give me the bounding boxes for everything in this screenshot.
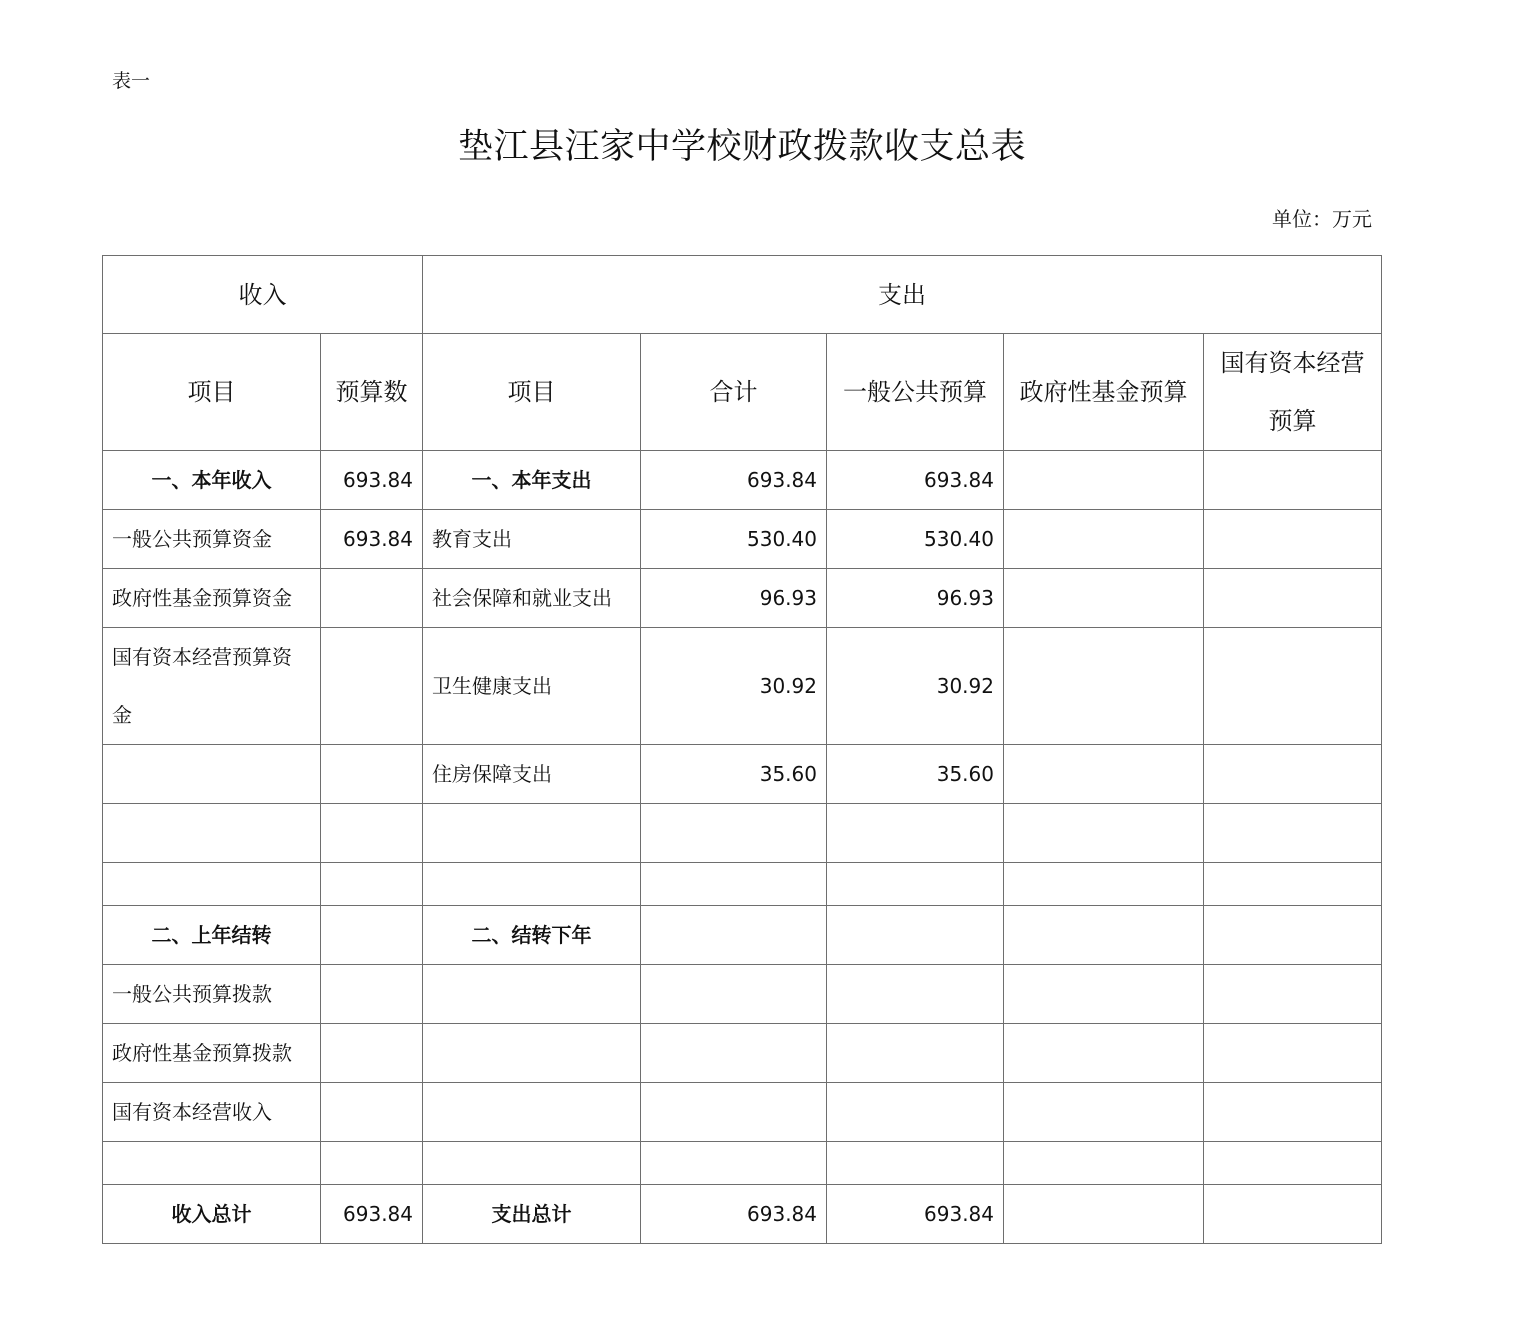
gov-fund-cell bbox=[1004, 804, 1204, 863]
income-item-cell: 国有资本经营收入 bbox=[103, 1083, 321, 1142]
total-cell bbox=[641, 1083, 827, 1142]
income-item-cell: 二、上年结转 bbox=[103, 906, 321, 965]
income-amount-cell bbox=[321, 1083, 423, 1142]
income-amount-cell bbox=[321, 745, 423, 804]
total-cell bbox=[641, 906, 827, 965]
state-capital-cell bbox=[1204, 569, 1382, 628]
state-capital-cell bbox=[1204, 906, 1382, 965]
general-cell: 96.93 bbox=[827, 569, 1004, 628]
income-item-cell bbox=[103, 745, 321, 804]
expense-item-cell bbox=[423, 965, 641, 1024]
table-row bbox=[103, 906, 1382, 965]
income-item-cell bbox=[103, 804, 321, 863]
general-cell bbox=[827, 804, 1004, 863]
table-row bbox=[103, 451, 1382, 510]
budget-table bbox=[102, 255, 1382, 1244]
gov-fund-header: 政府性基金预算 bbox=[1004, 334, 1204, 451]
total-cell bbox=[641, 1142, 827, 1185]
expense-item-cell: 一、本年支出 bbox=[423, 451, 641, 510]
table-row bbox=[103, 863, 1382, 906]
income-budget-header: 预算数 bbox=[321, 334, 423, 451]
income-item-cell: 国有资本经营预算资金 bbox=[103, 628, 321, 745]
general-cell bbox=[827, 965, 1004, 1024]
gov-fund-cell bbox=[1004, 569, 1204, 628]
income-amount-cell bbox=[321, 863, 423, 906]
expense-item-cell: 教育支出 bbox=[423, 510, 641, 569]
income-item-cell bbox=[103, 1142, 321, 1185]
gov-fund-cell bbox=[1004, 1142, 1204, 1185]
income-item-cell bbox=[103, 863, 321, 906]
income-amount-cell bbox=[321, 1142, 423, 1185]
general-cell: 30.92 bbox=[827, 628, 1004, 745]
general-cell: 530.40 bbox=[827, 510, 1004, 569]
state-capital-header: 国有资本经营预算 bbox=[1204, 334, 1382, 451]
state-capital-cell bbox=[1204, 965, 1382, 1024]
expense-item-cell bbox=[423, 1024, 641, 1083]
state-capital-cell bbox=[1204, 628, 1382, 745]
table-row bbox=[103, 628, 1382, 745]
expense-item-header: 项目 bbox=[423, 334, 641, 451]
gov-fund-cell bbox=[1004, 745, 1204, 804]
total-cell bbox=[641, 804, 827, 863]
general-cell bbox=[827, 1083, 1004, 1142]
gov-fund-cell bbox=[1004, 628, 1204, 745]
income-item-cell: 政府性基金预算资金 bbox=[103, 569, 321, 628]
expense-total-label: 支出总计 bbox=[423, 1185, 641, 1244]
general-cell bbox=[827, 1142, 1004, 1185]
table-label: 表一 bbox=[112, 70, 151, 92]
table-row bbox=[103, 1083, 1382, 1142]
expense-item-cell: 卫生健康支出 bbox=[423, 628, 641, 745]
state-capital-cell bbox=[1204, 745, 1382, 804]
general-budget-header: 一般公共预算 bbox=[827, 334, 1004, 451]
income-total-amount: 693.84 bbox=[321, 1185, 423, 1244]
table-row bbox=[103, 965, 1382, 1024]
expense-item-cell bbox=[423, 804, 641, 863]
expense-item-cell bbox=[423, 1083, 641, 1142]
total-cell: 530.40 bbox=[641, 510, 827, 569]
gov-fund-cell bbox=[1004, 1024, 1204, 1083]
header-row-group bbox=[103, 256, 1382, 334]
expense-item-cell bbox=[423, 863, 641, 906]
gov-fund-cell bbox=[1004, 1083, 1204, 1142]
general-cell: 693.84 bbox=[827, 451, 1004, 510]
total-header: 合计 bbox=[641, 334, 827, 451]
income-amount-cell bbox=[321, 906, 423, 965]
totals-row bbox=[103, 1185, 1382, 1244]
general-total-amount: 693.84 bbox=[827, 1185, 1004, 1244]
general-cell bbox=[827, 906, 1004, 965]
total-cell: 96.93 bbox=[641, 569, 827, 628]
income-item-cell: 一般公共预算拨款 bbox=[103, 965, 321, 1024]
state-capital-cell bbox=[1204, 1024, 1382, 1083]
gov-fund-total-amount bbox=[1004, 1185, 1204, 1244]
income-amount-cell bbox=[321, 804, 423, 863]
state-capital-cell bbox=[1204, 451, 1382, 510]
state-capital-cell bbox=[1204, 863, 1382, 906]
gov-fund-cell bbox=[1004, 965, 1204, 1024]
total-cell: 693.84 bbox=[641, 451, 827, 510]
page-title: 垫江县汪家中学校财政拨款收支总表 bbox=[457, 127, 1026, 167]
gov-fund-cell bbox=[1004, 906, 1204, 965]
state-capital-cell bbox=[1204, 510, 1382, 569]
income-header: 收入 bbox=[103, 256, 423, 334]
income-amount-cell bbox=[321, 569, 423, 628]
general-cell bbox=[827, 1024, 1004, 1083]
header-row-columns bbox=[103, 334, 1382, 451]
total-cell: 35.60 bbox=[641, 745, 827, 804]
state-capital-total-amount bbox=[1204, 1185, 1382, 1244]
income-amount-cell bbox=[321, 1024, 423, 1083]
gov-fund-cell bbox=[1004, 863, 1204, 906]
unit-label: 单位：万元 bbox=[1272, 207, 1372, 231]
income-amount-cell: 693.84 bbox=[321, 451, 423, 510]
general-cell bbox=[827, 863, 1004, 906]
expense-item-cell: 二、结转下年 bbox=[423, 906, 641, 965]
state-capital-cell bbox=[1204, 1142, 1382, 1185]
table-row bbox=[103, 510, 1382, 569]
income-item-cell: 政府性基金预算拨款 bbox=[103, 1024, 321, 1083]
table-row bbox=[103, 1024, 1382, 1083]
expense-item-cell: 住房保障支出 bbox=[423, 745, 641, 804]
expense-header: 支出 bbox=[423, 256, 1382, 334]
general-cell: 35.60 bbox=[827, 745, 1004, 804]
table-row bbox=[103, 804, 1382, 863]
income-item-cell: 一般公共预算资金 bbox=[103, 510, 321, 569]
expense-item-cell: 社会保障和就业支出 bbox=[423, 569, 641, 628]
income-item-header: 项目 bbox=[103, 334, 321, 451]
gov-fund-cell bbox=[1004, 451, 1204, 510]
income-amount-cell bbox=[321, 628, 423, 745]
income-amount-cell: 693.84 bbox=[321, 510, 423, 569]
expense-item-cell bbox=[423, 1142, 641, 1185]
income-amount-cell bbox=[321, 965, 423, 1024]
table-row bbox=[103, 745, 1382, 804]
expense-total-amount: 693.84 bbox=[641, 1185, 827, 1244]
state-capital-cell bbox=[1204, 1083, 1382, 1142]
total-cell: 30.92 bbox=[641, 628, 827, 745]
total-cell bbox=[641, 1024, 827, 1083]
table-row bbox=[103, 1142, 1382, 1185]
table-row bbox=[103, 569, 1382, 628]
state-capital-cell bbox=[1204, 804, 1382, 863]
total-cell bbox=[641, 965, 827, 1024]
income-item-cell: 一、本年收入 bbox=[103, 451, 321, 510]
income-total-label: 收入总计 bbox=[103, 1185, 321, 1244]
total-cell bbox=[641, 863, 827, 906]
gov-fund-cell bbox=[1004, 510, 1204, 569]
